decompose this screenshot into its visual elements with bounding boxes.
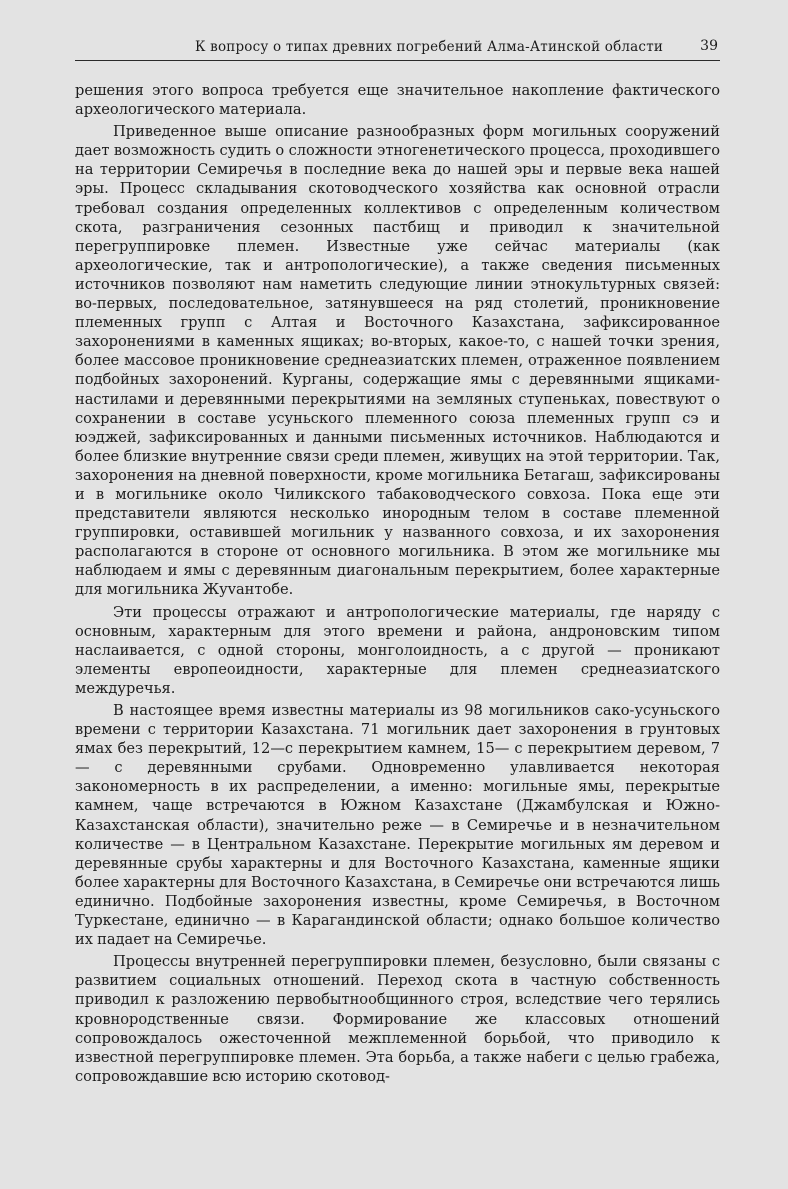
paragraph: Эти процессы отражают и антропологические материалы, где наряду с основным, характерным для этого времени и района, андроновским типом наслаивается, с одной стороны, монголоидность, а с другой — проникают элементы европеоидности, характерные для племен среднеазиатского междуречья.	[75, 603, 720, 697]
body-text	[75, 81, 720, 1086]
running-title: К вопросу о типах древних погребений Алма-Атинской области	[195, 39, 664, 55]
paragraph: Процессы внутренней перегруппировки племен, безусловно, были связаны с развитием социальных отношений. Переход скота в частную собственность приводил к разложению первобытнообщинного строя, вследствие чего терялись кровнородственные связи. Формирование же классовых отношений сопровождалось ожесточенной межплеменной борьбой, что приводило к известной перегруппировке племен. Эта борьба, а также набеги с целью грабежа, сопровождавшие всю историю скотовод-	[75, 953, 720, 1085]
paragraph: Приведенное выше описание разнообразных форм могильных сооружений дает возможность судить о сложности этногенетического процесса, проходившего на территории Семиречья в последние века до нашей эры и первые века нашей эры. Процесс складывания скотоводческого хозяйства как основной отрасли требовал создания определенных коллективов с определенным количеством скота, разграничения сезонных пастбищ и приводил к значительной перегруппировке племен. Известные уже сейчас материалы (как археологические, так и антропологические), а также сведения письменных источников позволяют нам наметить следующие линии этнокультурных связей: во-первых, последовательное, затянувшееся на ряд столетий, проникновение племенных групп с Алтая и Восточного Казахстана, зафиксированное захоронениями в каменных ящиках; во-вторых, какое-то, с нашей точки зрения, более массовое проникновение среднеазиатских племен, отраженное появлением подбойных захоронений. Курганы, содержащие ямы с деревянными ящиками-настилами и деревянными перекрытиями на земляных ступеньках, повествуют о сохранении в составе усуньского племенного союза племенных групп сэ и юэджей, зафиксированных и данными письменных источников. Наблюдаются и более близкие внутренние связи среди племен, живущих на этой территории. Так, захоронения на дневной поверхности, кроме могильника Бетагаш, зафиксированы и в могильнике около Чиликского табаководческого совхоза. Пока еще эти представители являются несколько инородным телом в составе племенной группировки, оставившей могильник у названного совхоза, и их захоронения располагаются в стороне от основного могильника. В этом же могильнике мы наблюдаем и ямы с деревянным диагональным перекрытием, более характерные для могильника Жуvантобе.	[75, 123, 720, 599]
paragraph: В настоящее время известны материалы из 98 могильников сако-усуньского времени с территории Казахстана. 71 могильник дает захоронения в грунтовых ямах без перекрытий, 12—с перекрытием камнем, 15— с перекрытием деревом, 7— с деревянными срубами. Одновременно улавливается некоторая закономерность в их распределении, а именно: могильные ямы, перекрытые камнем, чаще встречаются в Южном Казахстане (Джамбулская и Южно-Казахстанская области), значительно реже — в Семиречье и в незначительном количестве — в Центральном Казахстане. Перекрытие могильных ям деревом и деревянные срубы характерны и для Восточного Казахстана, каменные ящики более характерны для Восточного Казахстана, в Семиречье они встречаются лишь единично. Подбойные захоронения известны, кроме Семиречья, в Восточном Туркестане, единично — в Карагандинской области; однако большое количество их падает на Семиречье.	[75, 702, 720, 949]
page-number: 39	[700, 38, 718, 54]
paragraph: решения этого вопроса требуется еще значительное накопление фактического археологического материала.	[75, 82, 720, 119]
running-header	[75, 0, 720, 61]
